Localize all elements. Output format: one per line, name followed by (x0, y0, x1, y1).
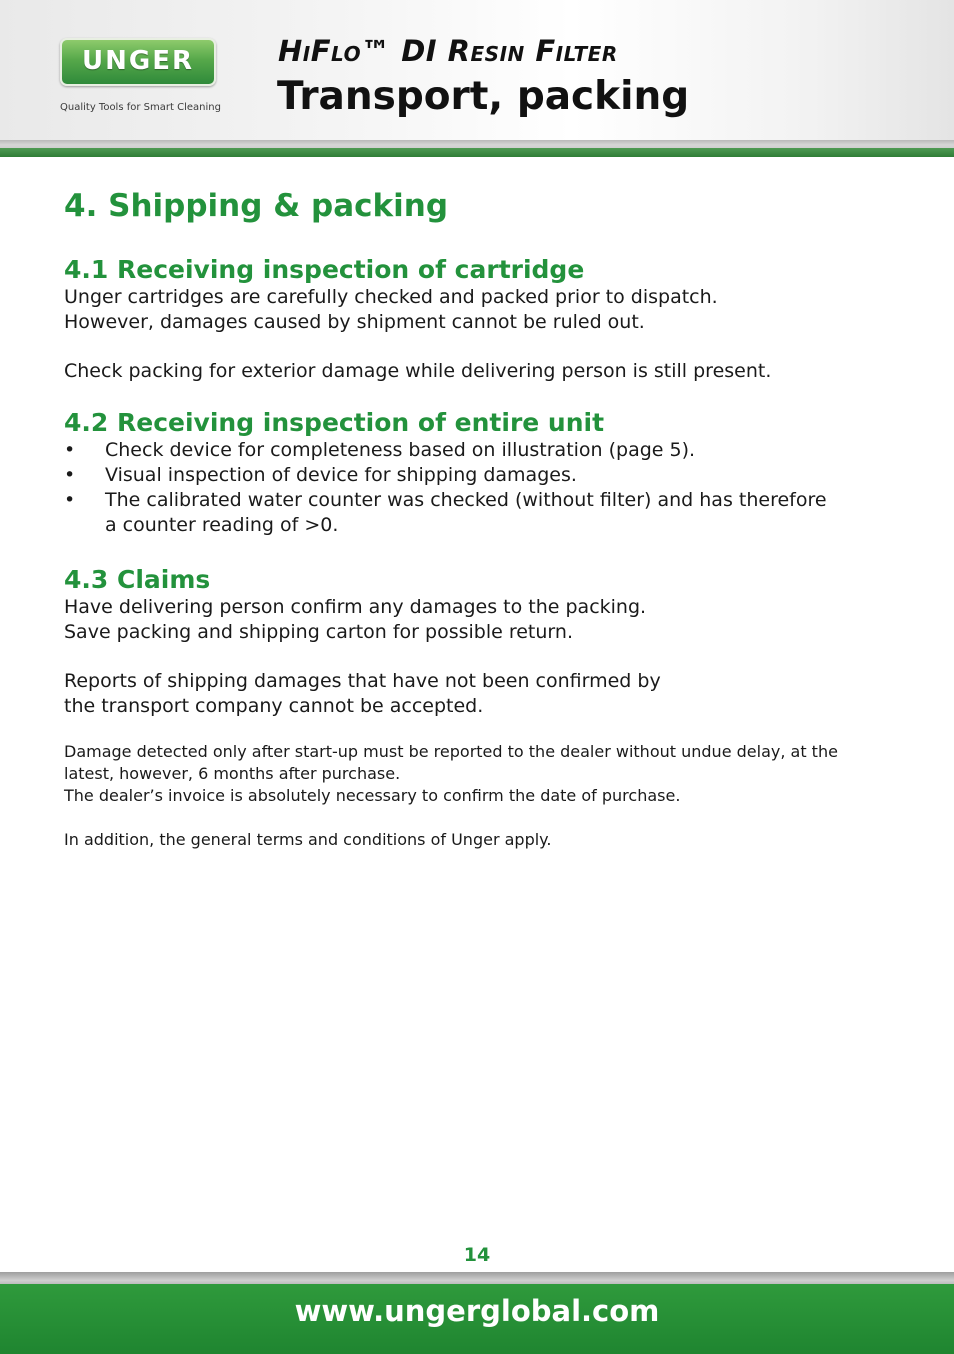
list-item-continuation: a counter reading of >0. (105, 514, 339, 536)
subsection-title-4-2: 4.2 Receiving inspection of entire unit (64, 408, 605, 437)
note-text: Damage detected only after start-up must be reported to the dealer without undue delay, at the (64, 742, 838, 761)
paragraph: Unger cartridges are carefully checked and packed prior to dispatch. (64, 286, 718, 308)
paragraph: Check packing for exterior damage while delivering person is still present. (64, 360, 772, 382)
header-green-bar (0, 148, 954, 157)
footer-divider (0, 1272, 954, 1284)
page-title: Transport, packing (277, 74, 690, 119)
paragraph: Reports of shipping damages that have not been confirmed by (64, 670, 661, 692)
main-content (64, 186, 914, 851)
header-divider (0, 140, 954, 148)
paragraph: However, damages caused by shipment cannot be ruled out. (64, 311, 645, 333)
section-title: 4. Shipping & packing (64, 188, 449, 224)
subsection-title-4-3: 4.3 Claims (64, 565, 211, 594)
paragraph: the transport company cannot be accepted. (64, 695, 484, 717)
page-number: 14 (463, 1244, 491, 1266)
note-text: The dealer’s invoice is absolutely necessary to confirm the date of purchase. (64, 786, 681, 805)
inspection-checklist (64, 438, 914, 538)
page-footer (0, 1284, 954, 1354)
unger-logo (58, 36, 221, 120)
logo-badge (60, 38, 216, 86)
website-link[interactable]: www.ungerglobal.com (294, 1294, 660, 1328)
note-text: In addition, the general terms and conditions of Unger apply. (64, 830, 552, 849)
bullet-icon: • (64, 439, 76, 461)
subsection-title-4-1: 4.1 Receiving inspection of cartridge (64, 255, 585, 284)
paragraph: Have delivering person confirm any damages to the packing. (64, 596, 647, 618)
list-item: • Visual inspection of device for shipping damages. (64, 464, 577, 486)
note-text: latest, however, 6 months after purchase. (64, 764, 401, 783)
bullet-icon: • (64, 489, 76, 511)
page-header (0, 0, 954, 145)
list-item: • The calibrated water counter was checked (without filter) and has therefore (64, 489, 827, 511)
bullet-icon: • (64, 464, 76, 486)
product-title: HIFLO™ DI RESIN FILTER (278, 34, 618, 68)
list-item: • Check device for completeness based on illustration (page 5). (64, 439, 696, 461)
logo-wordmark: UNGER (82, 46, 194, 76)
logo-tagline: Quality Tools for Smart Cleaning (60, 102, 221, 113)
paragraph: Save packing and shipping carton for possible return. (64, 621, 573, 643)
